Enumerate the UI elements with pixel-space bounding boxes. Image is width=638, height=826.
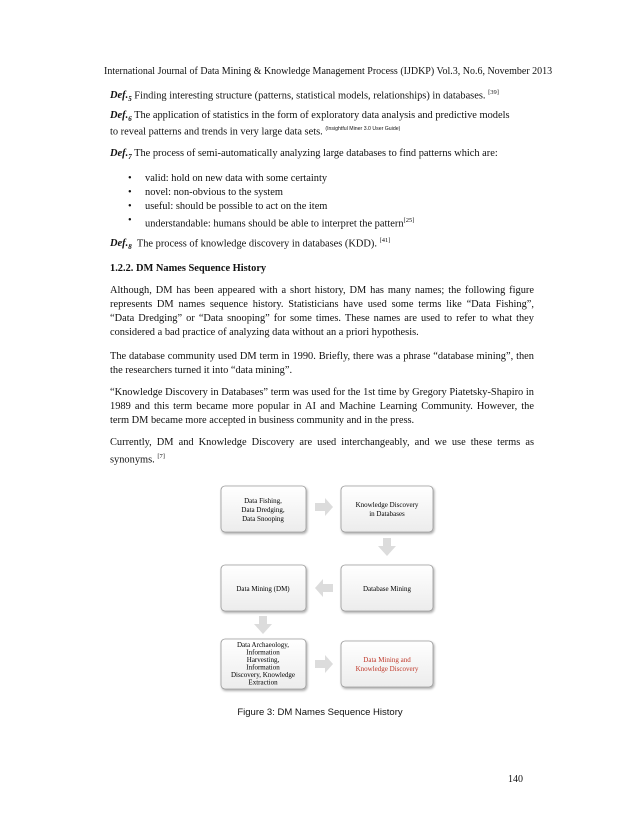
sequence-figure (211, 479, 445, 695)
section-heading: 1.2.2. DM Names Sequence History (110, 263, 267, 274)
paragraph-2: The database community used DM term in 1990. Briefly, there was a phrase “database mining”, then the researchers turned it into “data mining”. (110, 351, 534, 376)
box5-line: Data Archaeology, (236, 641, 290, 649)
list-item: • novel: non-obvious to the system (128, 187, 283, 198)
definition-5 (110, 86, 540, 107)
def-text-line2: to reveal patterns and trends in very large data sets. (110, 126, 323, 138)
bullet-icon: • (128, 173, 132, 184)
list-item: • understandable: humans should be able to interpret the pattern[25] (128, 215, 415, 230)
def-text: The process of knowledge discovery in databases (KDD). (136, 238, 377, 250)
paragraph-3: “Knowledge Discovery in Databases” term was used for the 1st time by Gregory Piatetsky-Shapiro in 1989 and this term became more popular in AI and Machine Learning Community. However, the term DM became more accepted in business community and in the press. (110, 387, 534, 426)
arrow-down-icon (378, 538, 396, 556)
citation: [25] (403, 217, 415, 224)
box-dm-and-kd (341, 641, 433, 687)
figure-caption: Figure 3: DM Names Sequence History (237, 707, 403, 718)
bullet-icon: • (128, 187, 132, 198)
box6-line: Knowledge Discovery (355, 665, 419, 673)
arrow-left-icon (315, 579, 333, 597)
journal-header: International Journal of Data Mining & Knowledge Management Process (IJDKP) Vol.3, No.6, November 2013 (104, 66, 553, 77)
def-label: $Def._6$ (110, 110, 132, 124)
bullet-icon: • (128, 215, 132, 226)
list-item: • useful: should be possible to act on the item (128, 201, 328, 212)
box6-line: Data Mining and (363, 656, 411, 664)
paragraph-1: Although, DM has been appeared with a short history, DM has many names; the following figure represents DM names sequence history. Statisticians have used some terms like “Data Fishing”, “Data Dredging” or “Data snooping” for some times. These names are used to refer to what they considered a bad practice of analyzing data without an a priori hypothesis. (110, 285, 534, 338)
box5-line: Harvesting, (246, 656, 280, 664)
def-text-line1: The application of statistics in the form of exploratory data analysis and predictive models (134, 110, 510, 121)
def-label: $Def._7$ (110, 148, 132, 162)
box5-line: Information (246, 648, 280, 657)
box5-line: Information (246, 663, 280, 672)
box1-line: Data Dredging, (241, 506, 285, 514)
arrow-right-icon (315, 655, 333, 673)
criteria-list (128, 172, 414, 228)
citation: (Insightful Miner 3.0 User Guide) (325, 126, 401, 132)
citation: [39] (488, 89, 499, 96)
citation: [41] (379, 237, 391, 244)
definition-6-cont (110, 122, 540, 139)
box2-line: Knowledge Discovery (355, 501, 419, 509)
box5-line: Discovery, Knowledge (230, 671, 296, 679)
box3-line: Database Mining (362, 585, 412, 593)
box5-line: Extraction (248, 678, 278, 687)
def-text: The process of semi-automatically analyzing large databases to find patterns which are: (134, 148, 498, 159)
list-item: • valid: hold on new data with some certainty (128, 173, 328, 184)
definition-8 (110, 234, 540, 255)
box2-line: in Databases (369, 510, 405, 518)
page-number: 140 (508, 774, 523, 785)
box1-line: Data Fishing, (244, 497, 282, 505)
box-knowledge-discovery (341, 486, 433, 532)
def-label: $Def._8$ (110, 238, 132, 252)
citation: [7] (157, 453, 165, 460)
definition-7 (110, 147, 540, 164)
bullet-icon: • (128, 201, 132, 212)
arrow-down-icon (254, 616, 272, 634)
def-label: $Def._5$ (110, 90, 132, 104)
arrow-right-icon (315, 498, 333, 516)
paragraph-4: Currently, DM and Knowledge Discovery are used interchangeably, and we use these terms as synonyms. [7] (110, 437, 534, 466)
box1-line: Data Snooping (242, 515, 284, 523)
def-text: Finding interesting structure (patterns, statistical models, relationships) in databases. (134, 90, 486, 102)
box4-line: Data Mining (DM) (236, 585, 290, 593)
